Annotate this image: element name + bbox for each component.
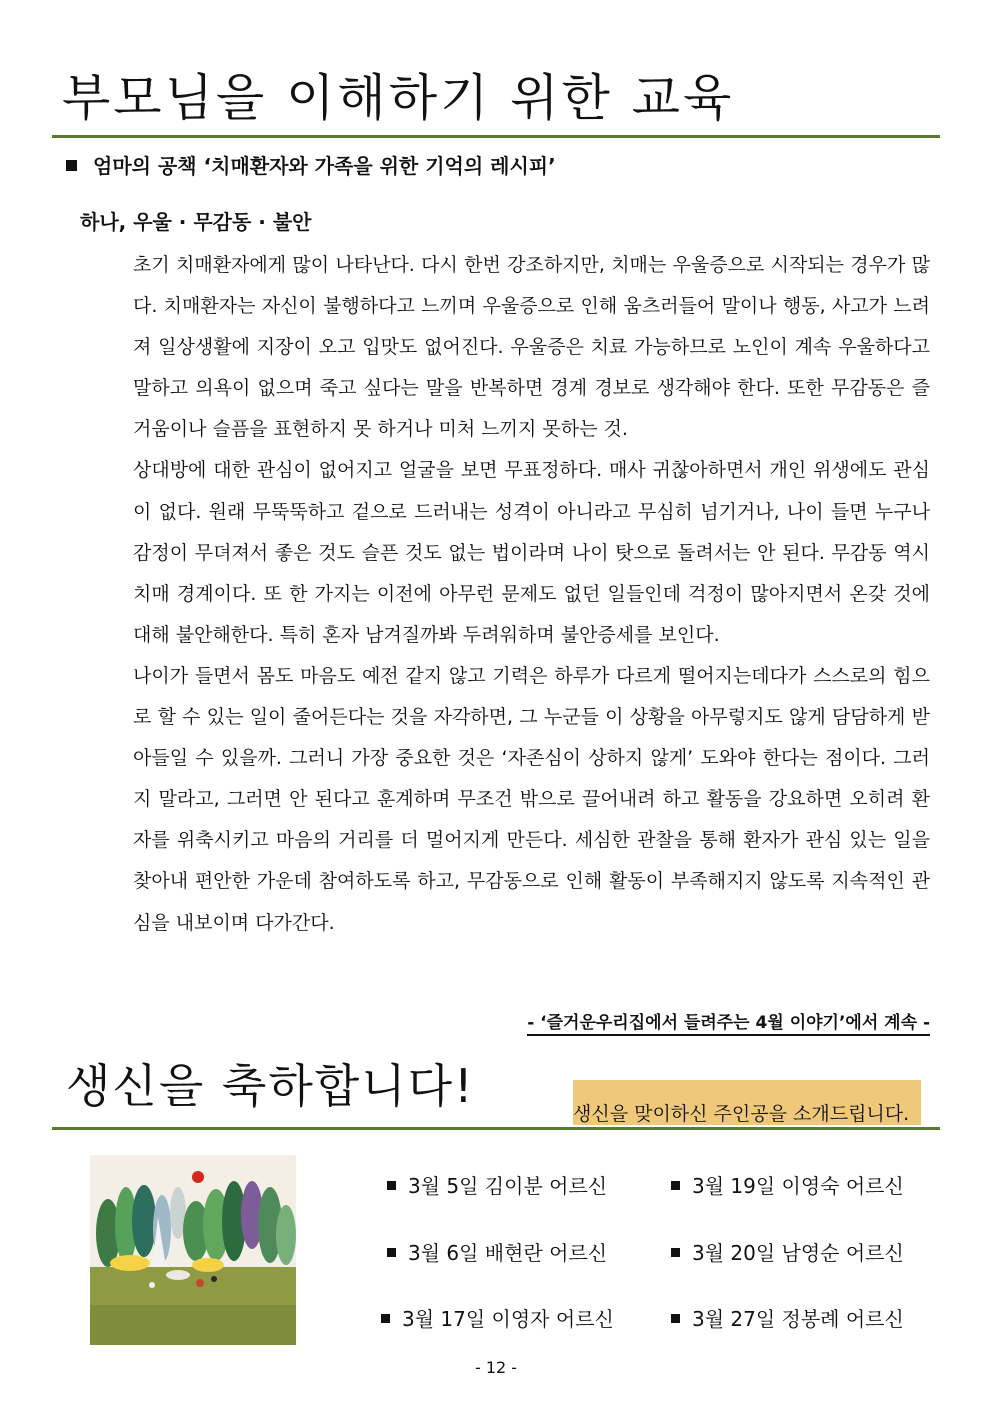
birthday-item: 3월 5일 김이분 어르신 (387, 1170, 607, 1199)
forest-painting (90, 1155, 296, 1345)
birthday-item: 3월 20일 남영순 어르신 (671, 1237, 904, 1266)
page-number: - 12 - (474, 1358, 518, 1377)
birthday-title: 생신을 축하합니다! (66, 1059, 475, 1113)
birthday-item: 3월 27일 정봉례 어르신 (671, 1303, 904, 1332)
page-title: 부모님을 이해하기 위한 교육 (62, 69, 735, 127)
subtitle (66, 150, 556, 179)
birthday-divider (52, 1127, 940, 1130)
title-divider (52, 135, 940, 138)
paragraph: 초기 치매환자에게 많이 나타난다. 다시 한번 강조하지만, 치매는 우울증으로 시작되는 경우가 많다. 치매환자는 자신이 불행하다고 느끼며 우울증으로 인해 움츠러들어 말이나 행동, 사고가 느려져 일상생활에 지장이 오고 입맛도 없어진다. 우울증은 치료 가능하므로 노인이 계속 우울하다고 말하고 의욕이 없으며 죽고 싶다는 말을 반복하면 경계 경보로 생각해야 한다. 또한 무감동은 즐거움이나 슬픔을 표현하지 못 하거나 미처 느끼지 못하는 것. (133, 254, 930, 441)
square-bullet-icon (66, 160, 77, 171)
source-note: - ‘즐거운우리집에서 들려주는 4월 이야기’에서 계속 - (527, 1008, 930, 1036)
article-body (133, 245, 930, 944)
paragraph: 상대방에 대한 관심이 없어지고 얼굴을 보면 무표정하다. 매사 귀찮아하면서 개인 위생에도 관심이 없다. 원래 무뚝뚝하고 겉으로 드러내는 성격이 아니라고 무심히 넘기거나, 나이 들면 누구나 감정이 무뎌져서 좋은 것도 슬픈 것도 없는 법이라며 나이 탓으로 돌려서는 안 된다. 무감동 역시 치매 경계이다. 또 한 가지는 이전에 아무런 문제도 없던 일들인데 걱정이 많아지면서 온갖 것에 대해 불안해한다. 특히 혼자 남겨질까봐 두려워하며 불안증세를 보인다. (133, 459, 930, 646)
birthday-item: 3월 19일 이영숙 어르신 (671, 1170, 904, 1199)
subtitle-text: 엄마의 공책 ‘치매환자와 가족을 위한 기억의 레시피’ (93, 154, 556, 178)
birthday-item: 3월 6일 배현란 어르신 (387, 1237, 607, 1266)
birthday-item: 3월 17일 이영자 어르신 (381, 1303, 614, 1332)
birthday-note: 생신을 맞이하신 주인공을 소개드립니다. (573, 1103, 910, 1125)
square-bullet-icon (671, 1248, 680, 1257)
square-bullet-icon (381, 1314, 390, 1323)
square-bullet-icon (671, 1181, 680, 1190)
square-bullet-icon (671, 1314, 680, 1323)
paragraph: 나이가 들면서 몸도 마음도 예전 같지 않고 기력은 하루가 다르게 떨어지는데다가 스스로의 힘으로 할 수 있는 일이 줄어든다는 것을 자각하면, 그 누군들 이 상황을 아무렇지도 않게 담담하게 받아들일 수 있을까. 그러니 가장 중요한 것은 ‘자존심이 상하지 않게’ 도와야 한다는 점이다. 그러지 말라고, 그러면 안 된다고 훈계하며 무조건 밖으로 끌어내려 하고 활동을 강요하면 오히려 환자를 위축시키고 마음의 거리를 더 멀어지게 만든다. 세심한 관찰을 통해 환자가 관심 있는 일을 찾아내 편안한 가운데 참여하도록 하고, 무감동으로 인해 활동이 부족해지지 않도록 지속적인 관심을 내보이며 다가간다. (133, 664, 930, 934)
section-title: 하나, 우울 · 무감동 · 불안 (80, 210, 312, 234)
square-bullet-icon (387, 1181, 396, 1190)
square-bullet-icon (387, 1248, 396, 1257)
